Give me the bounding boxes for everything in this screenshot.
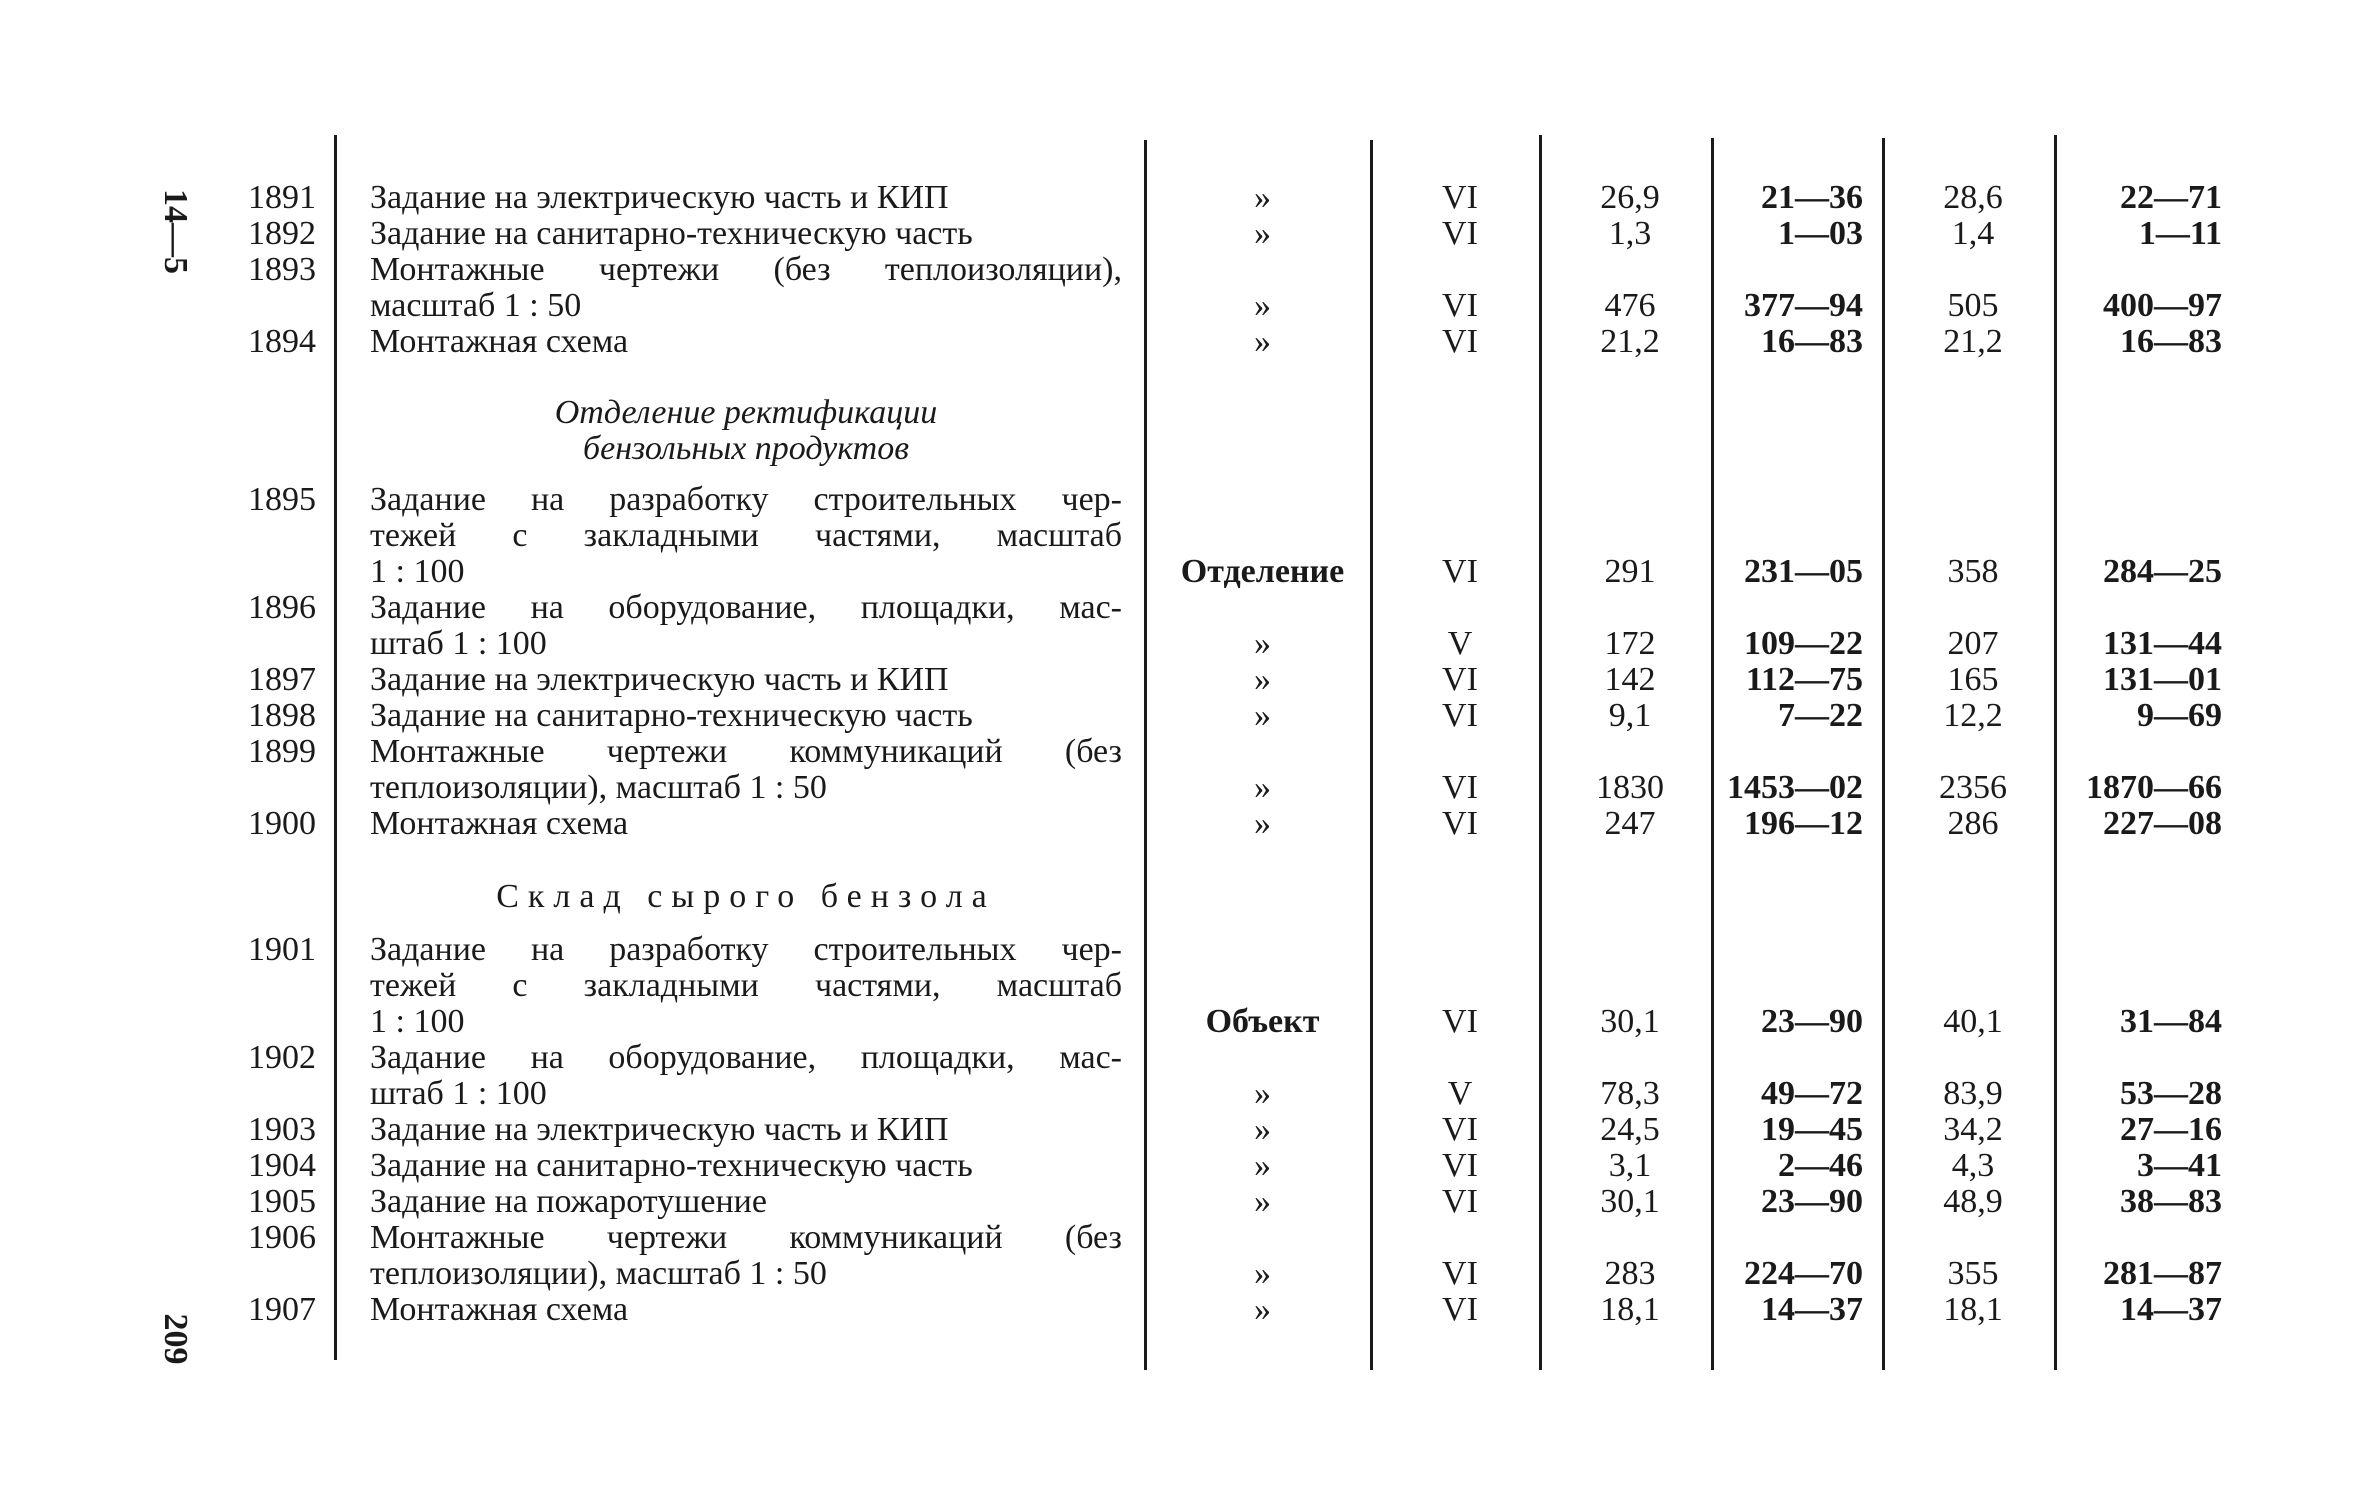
cell-c5: 355 [1947, 1255, 1999, 1292]
row-number: 1896 [248, 589, 316, 626]
row-number: 1900 [248, 805, 316, 842]
cell-c3: 3,1 [1608, 1147, 1652, 1184]
cell-c4: 377—94 [1744, 287, 1863, 324]
row-description: Задание на разработку строительных чер- [370, 931, 1122, 968]
cell-c6: 31—84 [2120, 1003, 2222, 1040]
cell-c4: 224—70 [1744, 1255, 1863, 1292]
row-description: Задание на разработку строительных чер- [370, 481, 1122, 518]
cell-c3: 142 [1604, 661, 1656, 698]
cell-c1: » [1254, 769, 1271, 806]
cell-c1: Отделение [1180, 553, 1345, 590]
cell-c3: 26,9 [1600, 179, 1660, 216]
cell-c6: 38—83 [2120, 1183, 2222, 1220]
cell-c2: VI [1442, 1147, 1478, 1184]
cell-c3: 1,3 [1608, 215, 1652, 252]
row-number: 1903 [248, 1111, 316, 1148]
cell-c5: 18,1 [1943, 1291, 2003, 1328]
cell-c6: 9—69 [2137, 697, 2222, 734]
cell-c4: 19—45 [1761, 1111, 1863, 1148]
cell-c6: 22—71 [2120, 179, 2222, 216]
cell-c3: 30,1 [1600, 1003, 1660, 1040]
cell-c5: 505 [1947, 287, 1999, 324]
cell-c5: 286 [1947, 805, 1999, 842]
cell-c6: 16—83 [2120, 323, 2222, 360]
cell-c6: 53—28 [2120, 1075, 2222, 1112]
cell-c3: 24,5 [1600, 1111, 1660, 1148]
cell-c2: VI [1442, 179, 1478, 216]
row-number: 1891 [248, 179, 316, 216]
cell-c2: VI [1442, 661, 1478, 698]
cell-c3: 291 [1604, 553, 1656, 590]
cell-c2: VI [1442, 1111, 1478, 1148]
row-description: тежей с закладными частями, масштаб [370, 517, 1122, 554]
row-number: 1899 [248, 733, 316, 770]
cell-c4: 112—75 [1745, 661, 1863, 698]
row-description: масштаб 1 : 50 [370, 287, 582, 324]
cell-c4: 1—03 [1778, 215, 1863, 252]
cell-c4: 49—72 [1761, 1075, 1863, 1112]
cell-c5: 40,1 [1943, 1003, 2003, 1040]
cell-c5: 28,6 [1943, 179, 2003, 216]
cell-c4: 231—05 [1744, 553, 1863, 590]
cell-c3: 476 [1604, 287, 1656, 324]
cell-c6: 131—01 [2103, 661, 2222, 698]
cell-c6: 27—16 [2120, 1111, 2222, 1148]
cell-c4: 23—90 [1761, 1003, 1863, 1040]
cell-c4: 1453—02 [1727, 769, 1863, 806]
row-number: 1905 [248, 1183, 316, 1220]
row-description: теплоизоляции), масштаб 1 : 50 [370, 769, 827, 806]
row-description: Монтажные чертежи коммуникаций (без [370, 733, 1122, 770]
page-number: 209 [157, 1313, 194, 1365]
cell-c4: 7—22 [1778, 697, 1863, 734]
row-description: 1 : 100 [370, 553, 465, 590]
cell-c1: » [1254, 697, 1271, 734]
row-description: Монтажная схема [370, 805, 629, 842]
row-description: теплоизоляции), масштаб 1 : 50 [370, 1255, 827, 1292]
cell-c5: 165 [1947, 661, 1999, 698]
cell-c1: Объект [1205, 1003, 1320, 1040]
cell-c6: 14—37 [2120, 1291, 2222, 1328]
cell-c3: 78,3 [1600, 1075, 1660, 1112]
cell-c6: 1—11 [2138, 215, 2222, 252]
cell-c6: 3—41 [2137, 1147, 2222, 1184]
row-number: 1904 [248, 1147, 316, 1184]
row-description: Задание на оборудование, площадки, мас- [370, 1039, 1122, 1076]
cell-c1: » [1254, 805, 1271, 842]
row-number: 1897 [248, 661, 316, 698]
row-description: штаб 1 : 100 [370, 1075, 547, 1112]
cell-c1: » [1254, 215, 1271, 252]
row-description: Монтажная схема [370, 323, 629, 360]
row-number: 1901 [248, 931, 316, 968]
cell-c5: 12,2 [1943, 697, 2003, 734]
side-code: 14—5 [157, 189, 194, 274]
cell-c6: 227—08 [2103, 805, 2222, 842]
row-number: 1902 [248, 1039, 316, 1076]
row-description: Монтажные чертежи коммуникаций (без [370, 1219, 1122, 1256]
cell-c5: 1,4 [1951, 215, 1995, 252]
row-description: Задание на санитарно-техническую часть [370, 215, 973, 252]
cell-c5: 4,3 [1951, 1147, 1995, 1184]
cell-c5: 83,9 [1943, 1075, 2003, 1112]
cell-c1: » [1254, 323, 1271, 360]
row-description: Монтажная схема [370, 1291, 629, 1328]
column-rule [1882, 138, 1885, 1370]
row-description: Задание на электрическую часть и КИП [370, 179, 949, 216]
cell-c1: » [1254, 1147, 1271, 1184]
cell-c2: VI [1442, 287, 1478, 324]
cell-c1: » [1254, 661, 1271, 698]
section-heading [370, 879, 1122, 915]
cell-c4: 196—12 [1744, 805, 1863, 842]
column-rule [1144, 140, 1147, 1370]
row-description: Монтажные чертежи (без теплоизоляции), [370, 251, 1122, 288]
cell-c4: 109—22 [1744, 625, 1863, 662]
cell-c3: 21,2 [1600, 323, 1660, 360]
row-number: 1892 [248, 215, 316, 252]
cell-c1: » [1254, 1183, 1271, 1220]
cell-c6: 284—25 [2103, 553, 2222, 590]
cell-c2: VI [1442, 323, 1478, 360]
row-description: Задание на электрическую часть и КИП [370, 1111, 949, 1148]
cell-c4: 16—83 [1761, 323, 1863, 360]
cell-c3: 18,1 [1600, 1291, 1660, 1328]
cell-c4: 14—37 [1761, 1291, 1863, 1328]
cell-c4: 2—46 [1778, 1147, 1863, 1184]
column-rule [334, 135, 337, 1360]
cell-c3: 9,1 [1608, 697, 1652, 734]
row-number: 1895 [248, 481, 316, 518]
row-description: Задание на электрическую часть и КИП [370, 661, 949, 698]
cell-c2: V [1447, 1075, 1473, 1112]
section-heading-line: Склад сырого бензола [496, 878, 996, 915]
cell-c5: 21,2 [1943, 323, 2003, 360]
cell-c1: » [1254, 179, 1271, 216]
cell-c3: 172 [1604, 625, 1656, 662]
cell-c5: 34,2 [1943, 1111, 2003, 1148]
cell-c2: VI [1442, 1291, 1478, 1328]
cell-c5: 48,9 [1943, 1183, 2003, 1220]
row-number: 1906 [248, 1219, 316, 1256]
row-number: 1894 [248, 323, 316, 360]
section-heading-line: Отделение ректификации [554, 394, 938, 431]
cell-c4: 21—36 [1761, 179, 1863, 216]
cell-c2: VI [1442, 1183, 1478, 1220]
cell-c3: 30,1 [1600, 1183, 1660, 1220]
row-description: тежей с закладными частями, масштаб [370, 967, 1122, 1004]
cell-c1: » [1254, 625, 1271, 662]
cell-c6: 281—87 [2103, 1255, 2222, 1292]
row-number: 1893 [248, 251, 316, 288]
cell-c2: VI [1442, 215, 1478, 252]
cell-c6: 131—44 [2103, 625, 2222, 662]
row-description: штаб 1 : 100 [370, 625, 547, 662]
cell-c5: 358 [1947, 553, 1999, 590]
section-heading [370, 395, 1122, 467]
row-number: 1898 [248, 697, 316, 734]
cell-c2: VI [1442, 553, 1478, 590]
row-number: 1907 [248, 1291, 316, 1328]
cell-c3: 1830 [1596, 769, 1664, 806]
row-description: Задание на санитарно-техническую часть [370, 697, 973, 734]
cell-c4: 23—90 [1761, 1183, 1863, 1220]
cell-c2: VI [1442, 1255, 1478, 1292]
row-description: Задание на пожаротушение [370, 1183, 767, 1220]
row-description: Задание на санитарно-техническую часть [370, 1147, 973, 1184]
cell-c2: VI [1442, 697, 1478, 734]
cell-c1: » [1254, 1255, 1271, 1292]
cell-c1: » [1254, 1291, 1271, 1328]
row-description: 1 : 100 [370, 1003, 465, 1040]
cell-c5: 207 [1947, 625, 1999, 662]
row-description: Задание на оборудование, площадки, мас- [370, 589, 1122, 626]
cell-c6: 1870—66 [2086, 769, 2222, 806]
cell-c2: VI [1442, 769, 1478, 806]
cell-c3: 247 [1604, 805, 1656, 842]
cell-c1: » [1254, 1075, 1271, 1112]
cell-c3: 283 [1604, 1255, 1656, 1292]
cell-c6: 400—97 [2103, 287, 2222, 324]
cell-c2: VI [1442, 1003, 1478, 1040]
cell-c2: V [1447, 625, 1473, 662]
cell-c1: » [1254, 287, 1271, 324]
cell-c5: 2356 [1939, 769, 2007, 806]
section-heading-line: бензольных продуктов [583, 430, 909, 467]
cell-c1: » [1254, 1111, 1271, 1148]
cell-c2: VI [1442, 805, 1478, 842]
